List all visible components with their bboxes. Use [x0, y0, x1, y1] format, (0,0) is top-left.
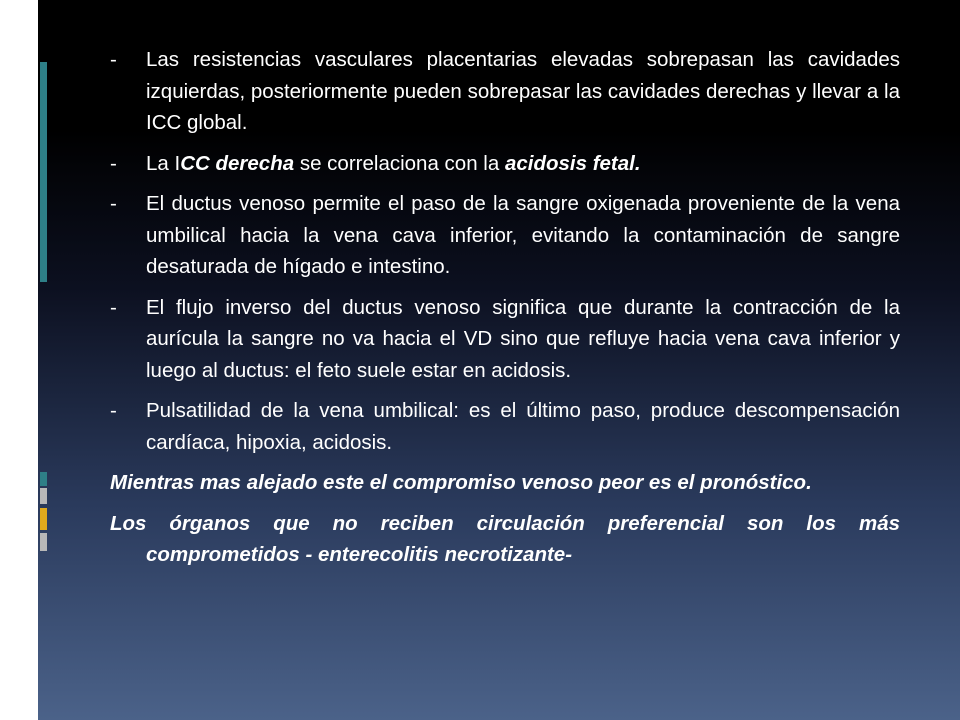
bullet-text: Las resistencias vasculares placentarias elevadas sobrepasan las cavidades izquierdas, posteriormente pueden sobrepasar las cavidades derechas y llevar a la ICC global. — [146, 48, 900, 134]
slide-content — [110, 44, 900, 580]
bullet-item — [110, 188, 900, 283]
bullet-item — [110, 292, 900, 387]
bullet-dash: - — [110, 48, 117, 71]
closing-note-organs: Los órganos que no reciben circulación preferencial son los más comprometidos - enterecolitis necrotizante- — [110, 511, 900, 566]
bullet-text: El ductus venoso permite el paso de la sangre oxigenada proveniente de la vena umbilical hacia la vena cava inferior, evitando la contaminación de sangre desaturada de hígado e intestino. — [146, 192, 900, 278]
bullet-text: Pulsatilidad de la vena umbilical: es el último paso, produce descompensación cardíaca, hipoxia, acidosis. — [146, 399, 900, 454]
accent-bar-gold — [40, 508, 47, 530]
bullet-dash: - — [110, 295, 117, 319]
closing-note-prognosis: Mientras mas alejado este el compromiso venoso peor es el pronóstico. — [110, 471, 812, 494]
bullet-emphasis-icc-derecha: CC derecha — [180, 151, 295, 175]
accent-bar-grey-bottom — [40, 533, 47, 551]
bullet-text-pre: La I — [146, 151, 181, 175]
accent-bar-grey — [40, 488, 47, 504]
bullet-dash: - — [110, 192, 117, 215]
bullet-dash: - — [110, 151, 117, 175]
bullet-item — [110, 395, 900, 458]
bullet-text: El flujo inverso del ductus venoso significa que durante la contracción de la aurícula la sangre no va hacia el VD sino que refluye hacia vena cava inferior y luego al ductus: el feto suele estar en acidosis. — [146, 295, 900, 382]
bullet-item — [110, 44, 900, 139]
bullet-emphasis-acidosis-fetal: acidosis fetal. — [504, 151, 641, 175]
accent-bar-teal-upper — [40, 170, 47, 282]
accent-bar-teal-lower — [40, 472, 47, 486]
bullet-dash: - — [110, 399, 117, 422]
bullet-text-mid: se correlaciona con la — [294, 151, 505, 175]
bullet-item — [110, 148, 900, 180]
accent-bar-teal-top — [40, 62, 47, 172]
